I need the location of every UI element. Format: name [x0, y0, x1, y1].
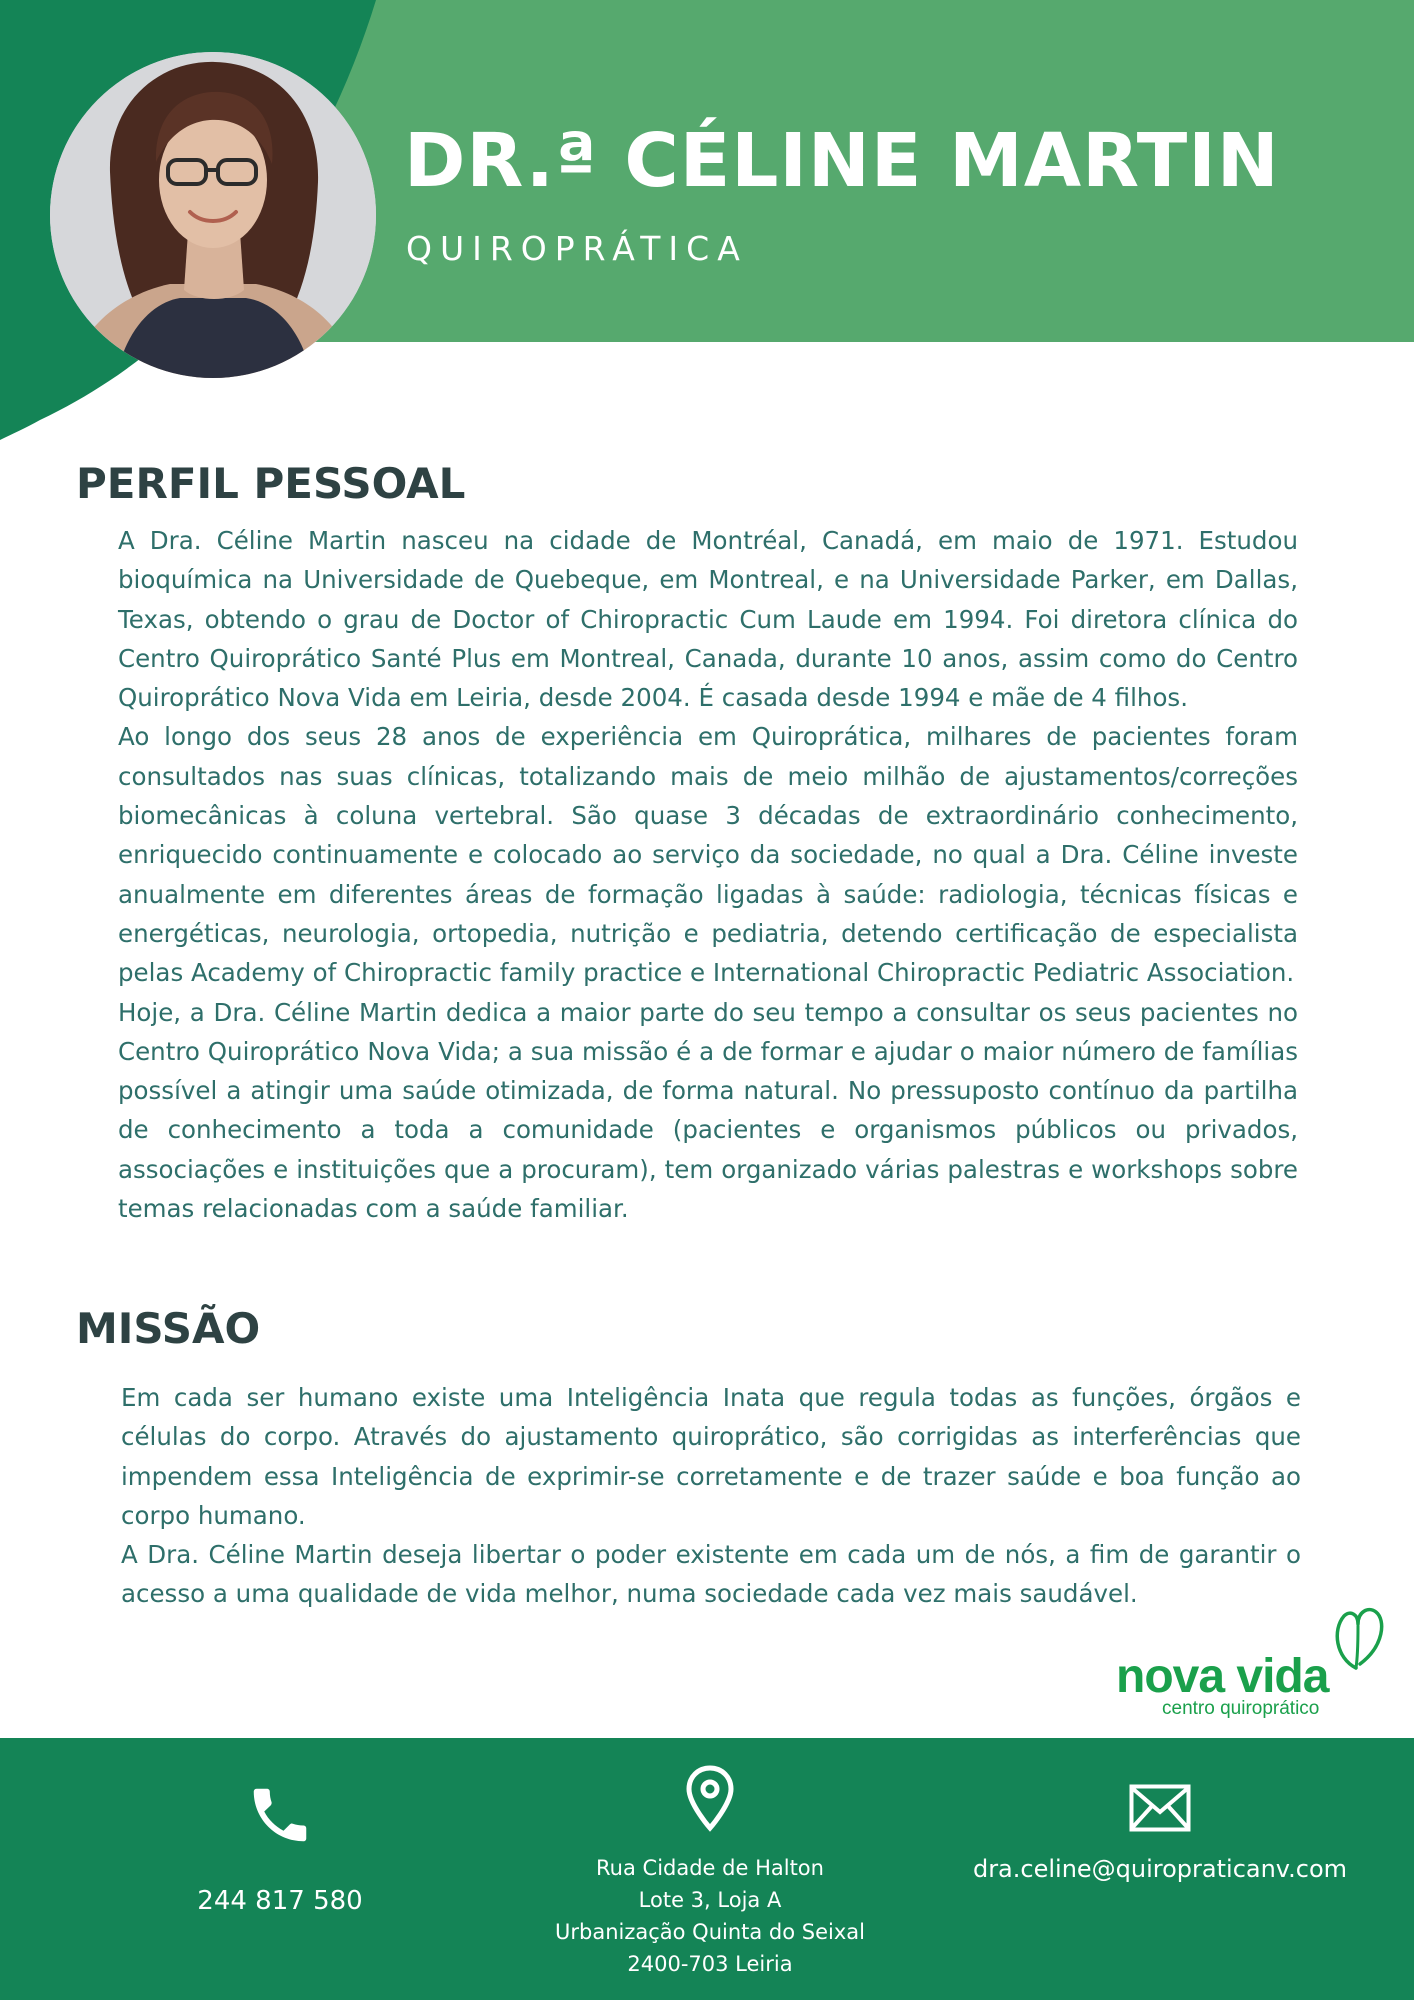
profile-title: PERFIL PESSOAL	[76, 459, 466, 508]
profile-body	[118, 521, 1298, 1228]
doctor-portrait	[50, 52, 376, 378]
map-pin-icon	[684, 1764, 736, 1834]
logo-tagline: centro quiroprático	[1162, 1698, 1320, 1719]
mission-paragraph: A Dra. Céline Martin deseja libertar o poder existente em cada um de nós, a fim de garantir o acesso a uma qualidade de vida melhor, numa sociedade cada vez mais saudável.	[121, 1540, 1301, 1609]
profile-paragraph: Hoje, a Dra. Céline Martin dedica a maior parte do seu tempo a consultar os seus pacientes no Centro Quiroprático Nova Vida; a sua missão é a de formar e ajudar o maior número de famílias possível a atingir uma saúde otimizada, de forma natural. No pressuposto contínuo da partilha de conhecimento a toda a comunidade (pacientes e organismos públicos ou privados, associações e instituições que a procuram), tem organizado várias palestras e workshops sobre temas relacionadas com a saúde familiar.	[118, 997, 1298, 1224]
phone-number: 244 817 580	[197, 1886, 363, 1916]
phone-icon	[245, 1780, 315, 1850]
phone-contact[interactable]	[150, 1780, 410, 1916]
address-line: Lote 3, Loja A	[638, 1888, 782, 1912]
email-contact[interactable]	[950, 1784, 1370, 1884]
mission-title: MISSÃO	[76, 1304, 261, 1353]
profile-paragraph: A Dra. Céline Martin nasceu na cidade de Montréal, Canadá, em maio de 1971. Estudou bioquímica na Universidade de Quebeque, em Montreal, e na Universidade Parker, em Dallas, Texas, obtendo o grau de Doctor of Chiropractic Cum Laude em 1994. Foi diretora clínica do Centro Quiroprático Santé Plus em Montreal, Canada, durante 10 anos, assim como do Centro Quiroprático Nova Vida em Leiria, desde 2004. É casada desde 1994 e mãe de 4 filhos.	[118, 526, 1298, 713]
nova-vida-logo	[1110, 1606, 1390, 1722]
address-line: 2400-703 Leiria	[627, 1952, 793, 1976]
doctor-name: DR.ª CÉLINE MARTIN	[404, 118, 1280, 204]
mission-body	[121, 1378, 1301, 1614]
address-contact[interactable]	[540, 1764, 880, 1980]
email-address: dra.celine@quiropraticanv.com	[972, 1855, 1348, 1883]
envelope-icon	[1129, 1784, 1191, 1832]
mission-paragraph: Em cada ser humano existe uma Inteligência Inata que regula todas as funções, órgãos e células do corpo. Através do ajustamento quiroprático, são corrigidas as interferências que impendem essa Inteligência de exprimir-se corretamente e de trazer saúde e boa função ao corpo humano.	[121, 1383, 1301, 1530]
profile-paragraph: Ao longo dos seus 28 anos de experiência em Quiroprática, milhares de pacientes foram consultados nas suas clínicas, totalizando mais de meio milhão de ajustamentos/correções biomecânicas à coluna vertebral. São quase 3 décadas de extraordinário conhecimento, enriquecido continuamente e colocado ao serviço da sociedade, no qual a Dra. Céline investe anualmente em diferentes áreas de formação ligadas à saúde: radiologia, técnicas físicas e energéticas, neurologia, ortopedia, nutrição e pediatria, detendo certificação de especialista pelas Academy of Chiropractic family practice e International Chiropractic Pediatric Association.	[118, 722, 1298, 988]
address-line: Rua Cidade de Halton	[596, 1856, 824, 1880]
logo-wordmark: nova vida	[1116, 1650, 1329, 1703]
doctor-specialty: QUIROPRÁTICA	[406, 229, 748, 268]
leaf-icon	[1328, 1606, 1388, 1676]
address-line: Urbanização Quinta do Seixal	[554, 1920, 865, 1944]
